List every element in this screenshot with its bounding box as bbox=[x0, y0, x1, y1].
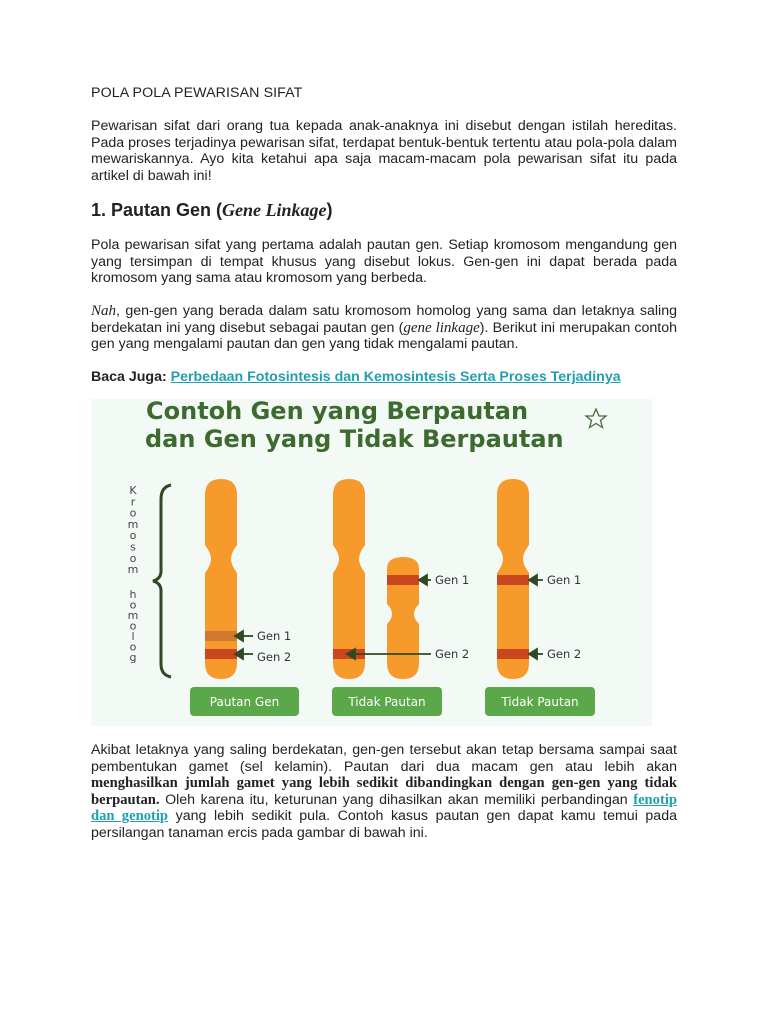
side-label-kromosom: K r o m o s o m bbox=[127, 484, 139, 577]
paragraph-2 bbox=[91, 303, 677, 353]
gene2-label: Gen 2 bbox=[547, 647, 582, 661]
side-label-homolog: h o m o l o g bbox=[127, 588, 139, 664]
heading-italic: Gene Linkage bbox=[222, 200, 327, 220]
gene1-band bbox=[205, 631, 237, 641]
para3-text-3: yang lebih sedikit pula. Contoh kasus pautan gen dapat kamu temui pada persilangan tanaman ercis pada gambar di bawah ini. bbox=[91, 808, 677, 841]
label-tidak-pautan-1-text: Tidak Pautan bbox=[348, 695, 426, 709]
gene1-label: Gen 1 bbox=[435, 573, 470, 587]
heading-text: 1. Pautan Gen ( bbox=[91, 200, 223, 220]
gene2-label: Gen 2 bbox=[435, 647, 470, 661]
heading-close: ) bbox=[326, 200, 333, 220]
label-pautan-gen-text: Pautan Gen bbox=[209, 695, 280, 709]
side-label bbox=[128, 484, 139, 664]
gene2-band bbox=[497, 649, 529, 659]
figure-title-2: dan Gen yang Tidak Berpautan bbox=[145, 425, 564, 453]
paragraph-3 bbox=[91, 742, 677, 842]
para3-text: Akibat letaknya yang saling berdekatan, gen-gen tersebut akan tetap bersama sampai saat pembentukan gamet (sel kelamin). Pautan dari dua macam gen atau lebih akan bbox=[91, 742, 677, 775]
para3-text-2: Oleh karena itu, keturunan yang dihasilkan akan memiliki perbandingan bbox=[159, 791, 634, 808]
para3-bold: menghasilkan jumlah gamet yang lebih sedikit dibandingkan dengan gen-gen yang tidak berpautan. bbox=[91, 775, 677, 808]
section-heading bbox=[91, 200, 333, 221]
label-tidak-pautan-2-text: Tidak Pautan bbox=[501, 695, 579, 709]
baca-juga-label: Baca Juga: bbox=[91, 369, 171, 385]
gene1-band bbox=[387, 575, 419, 585]
para2-end: ). Berikut ini merupakan contoh gen yang mengalami pautan dan gen yang tidak mengalami pautan. bbox=[91, 319, 677, 353]
figure-title-1: Contoh Gen yang Berpautan bbox=[146, 399, 529, 425]
figure-svg bbox=[91, 399, 652, 726]
chromosome-tidak-pautan-2 bbox=[497, 479, 529, 679]
paragraph-1: Pola pewarisan sifat yang pertama adalah pautan gen. Setiap kromosom mengandung gen yang tersimpan di tempat khusus yang disebut lokus. Gen-gen ini dapat berada pada kromosom yang sama atau kromosom yang berbeda. bbox=[91, 237, 677, 287]
gene-linkage-figure bbox=[91, 399, 652, 726]
fenotip-genotip-link[interactable]: fenotip dan genotip bbox=[91, 791, 677, 825]
brace bbox=[153, 485, 171, 677]
baca-juga-link[interactable]: Perbedaan Fotosintesis dan Kemosintesis Serta Proses Terjadinya bbox=[170, 369, 621, 385]
gene1-band bbox=[497, 575, 529, 585]
star-icon bbox=[586, 409, 606, 428]
chromosome-tidak-pautan-1 bbox=[333, 479, 419, 679]
figure-buttons bbox=[190, 687, 595, 716]
baca-juga bbox=[91, 369, 621, 385]
intro-paragraph: Pewarisan sifat dari orang tua kepada anak-anaknya ini disebut dengan istilah hereditas. Pada proses terjadinya pewarisan sifat, terdapat bentuk-bentuk tertentu atau pola-pola dalam mewariskannya. Ayo kita ketahui apa saja macam-macam pola pewarisan sifat itu pada artikel di bawah ini! bbox=[91, 118, 677, 184]
italic-nah: Nah bbox=[91, 303, 117, 319]
gene2-band bbox=[205, 649, 237, 659]
para2-text: , gen-gen yang berada dalam satu kromosom homolog yang sama dan letaknya saling berdekatan ini yang disebut sebagai pautan gen ( bbox=[91, 303, 677, 336]
chromosome-pautan bbox=[205, 479, 237, 679]
gene1-label: Gen 1 bbox=[257, 629, 292, 643]
italic-gene-linkage: gene linkage bbox=[403, 319, 480, 336]
document-title: POLA POLA PEWARISAN SIFAT bbox=[91, 85, 303, 101]
gene2-label: Gen 2 bbox=[257, 650, 292, 664]
gene1-label: Gen 1 bbox=[547, 573, 582, 587]
